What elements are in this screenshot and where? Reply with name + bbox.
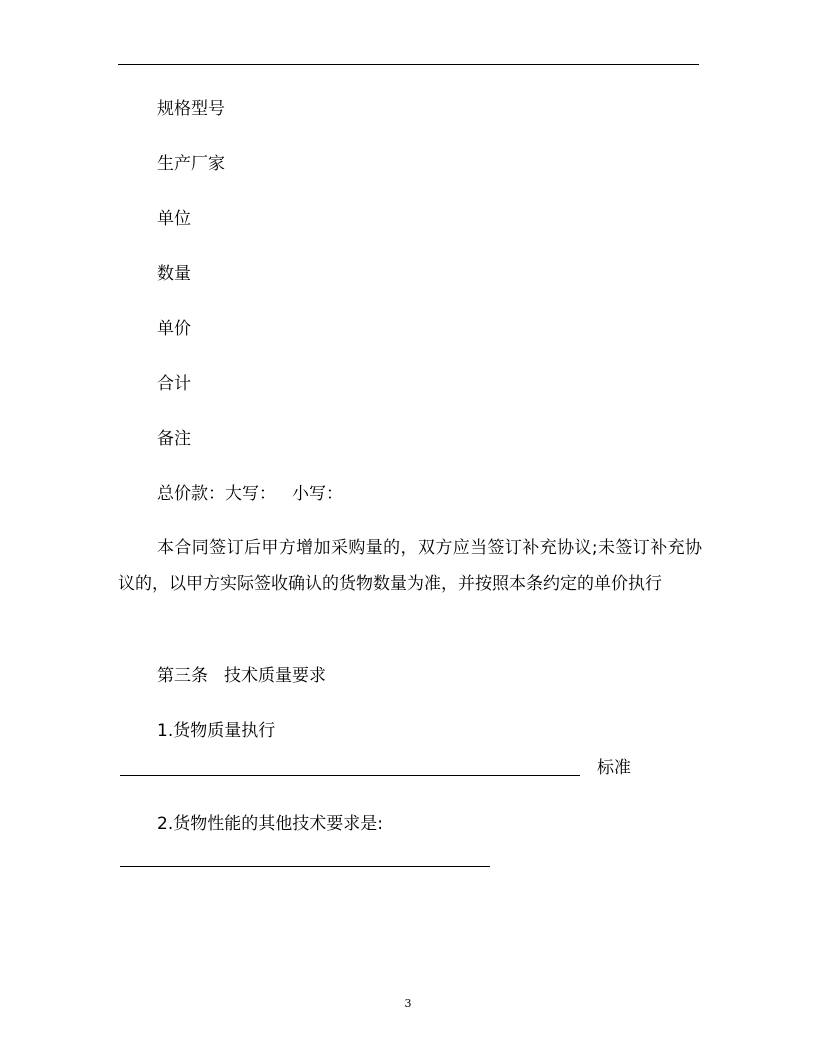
total-price-line [157, 484, 343, 504]
field-remarks: 备注 [157, 429, 191, 449]
field-manufacturer: 生产厂家 [157, 154, 225, 174]
article-3-heading [157, 666, 326, 686]
field-unit: 单位 [157, 209, 191, 229]
header-rule [118, 64, 699, 65]
item-2-blank-line [120, 866, 490, 867]
supplement-paragraph: 本合同签订后甲方增加采购量的，双方应当签订补充协议;未签订补充协议的，以甲方实际签收确认的货物数量为准，并按照本条约定的单价执行 [118, 538, 702, 594]
article-3-number: 第三条 [157, 666, 208, 686]
field-quantity: 数量 [157, 264, 191, 284]
total-price-label: 总价款： [157, 484, 225, 504]
field-unit-price: 单价 [157, 319, 191, 339]
field-total: 合计 [157, 374, 191, 394]
item-2-text: 2.货物性能的其他技术要求是: [157, 814, 383, 834]
page-number: 3 [404, 997, 412, 1010]
total-price-lower-label: 小写： [292, 484, 343, 504]
total-price-upper-label: 大写： [225, 484, 276, 504]
article-3-title: 技术质量要求 [224, 666, 326, 686]
item-1-standard-suffix: 标准 [597, 758, 631, 778]
field-spec: 规格型号 [157, 99, 225, 119]
item-1-text: 1.货物质量执行 [157, 721, 276, 741]
item-1-blank-line [120, 775, 580, 776]
